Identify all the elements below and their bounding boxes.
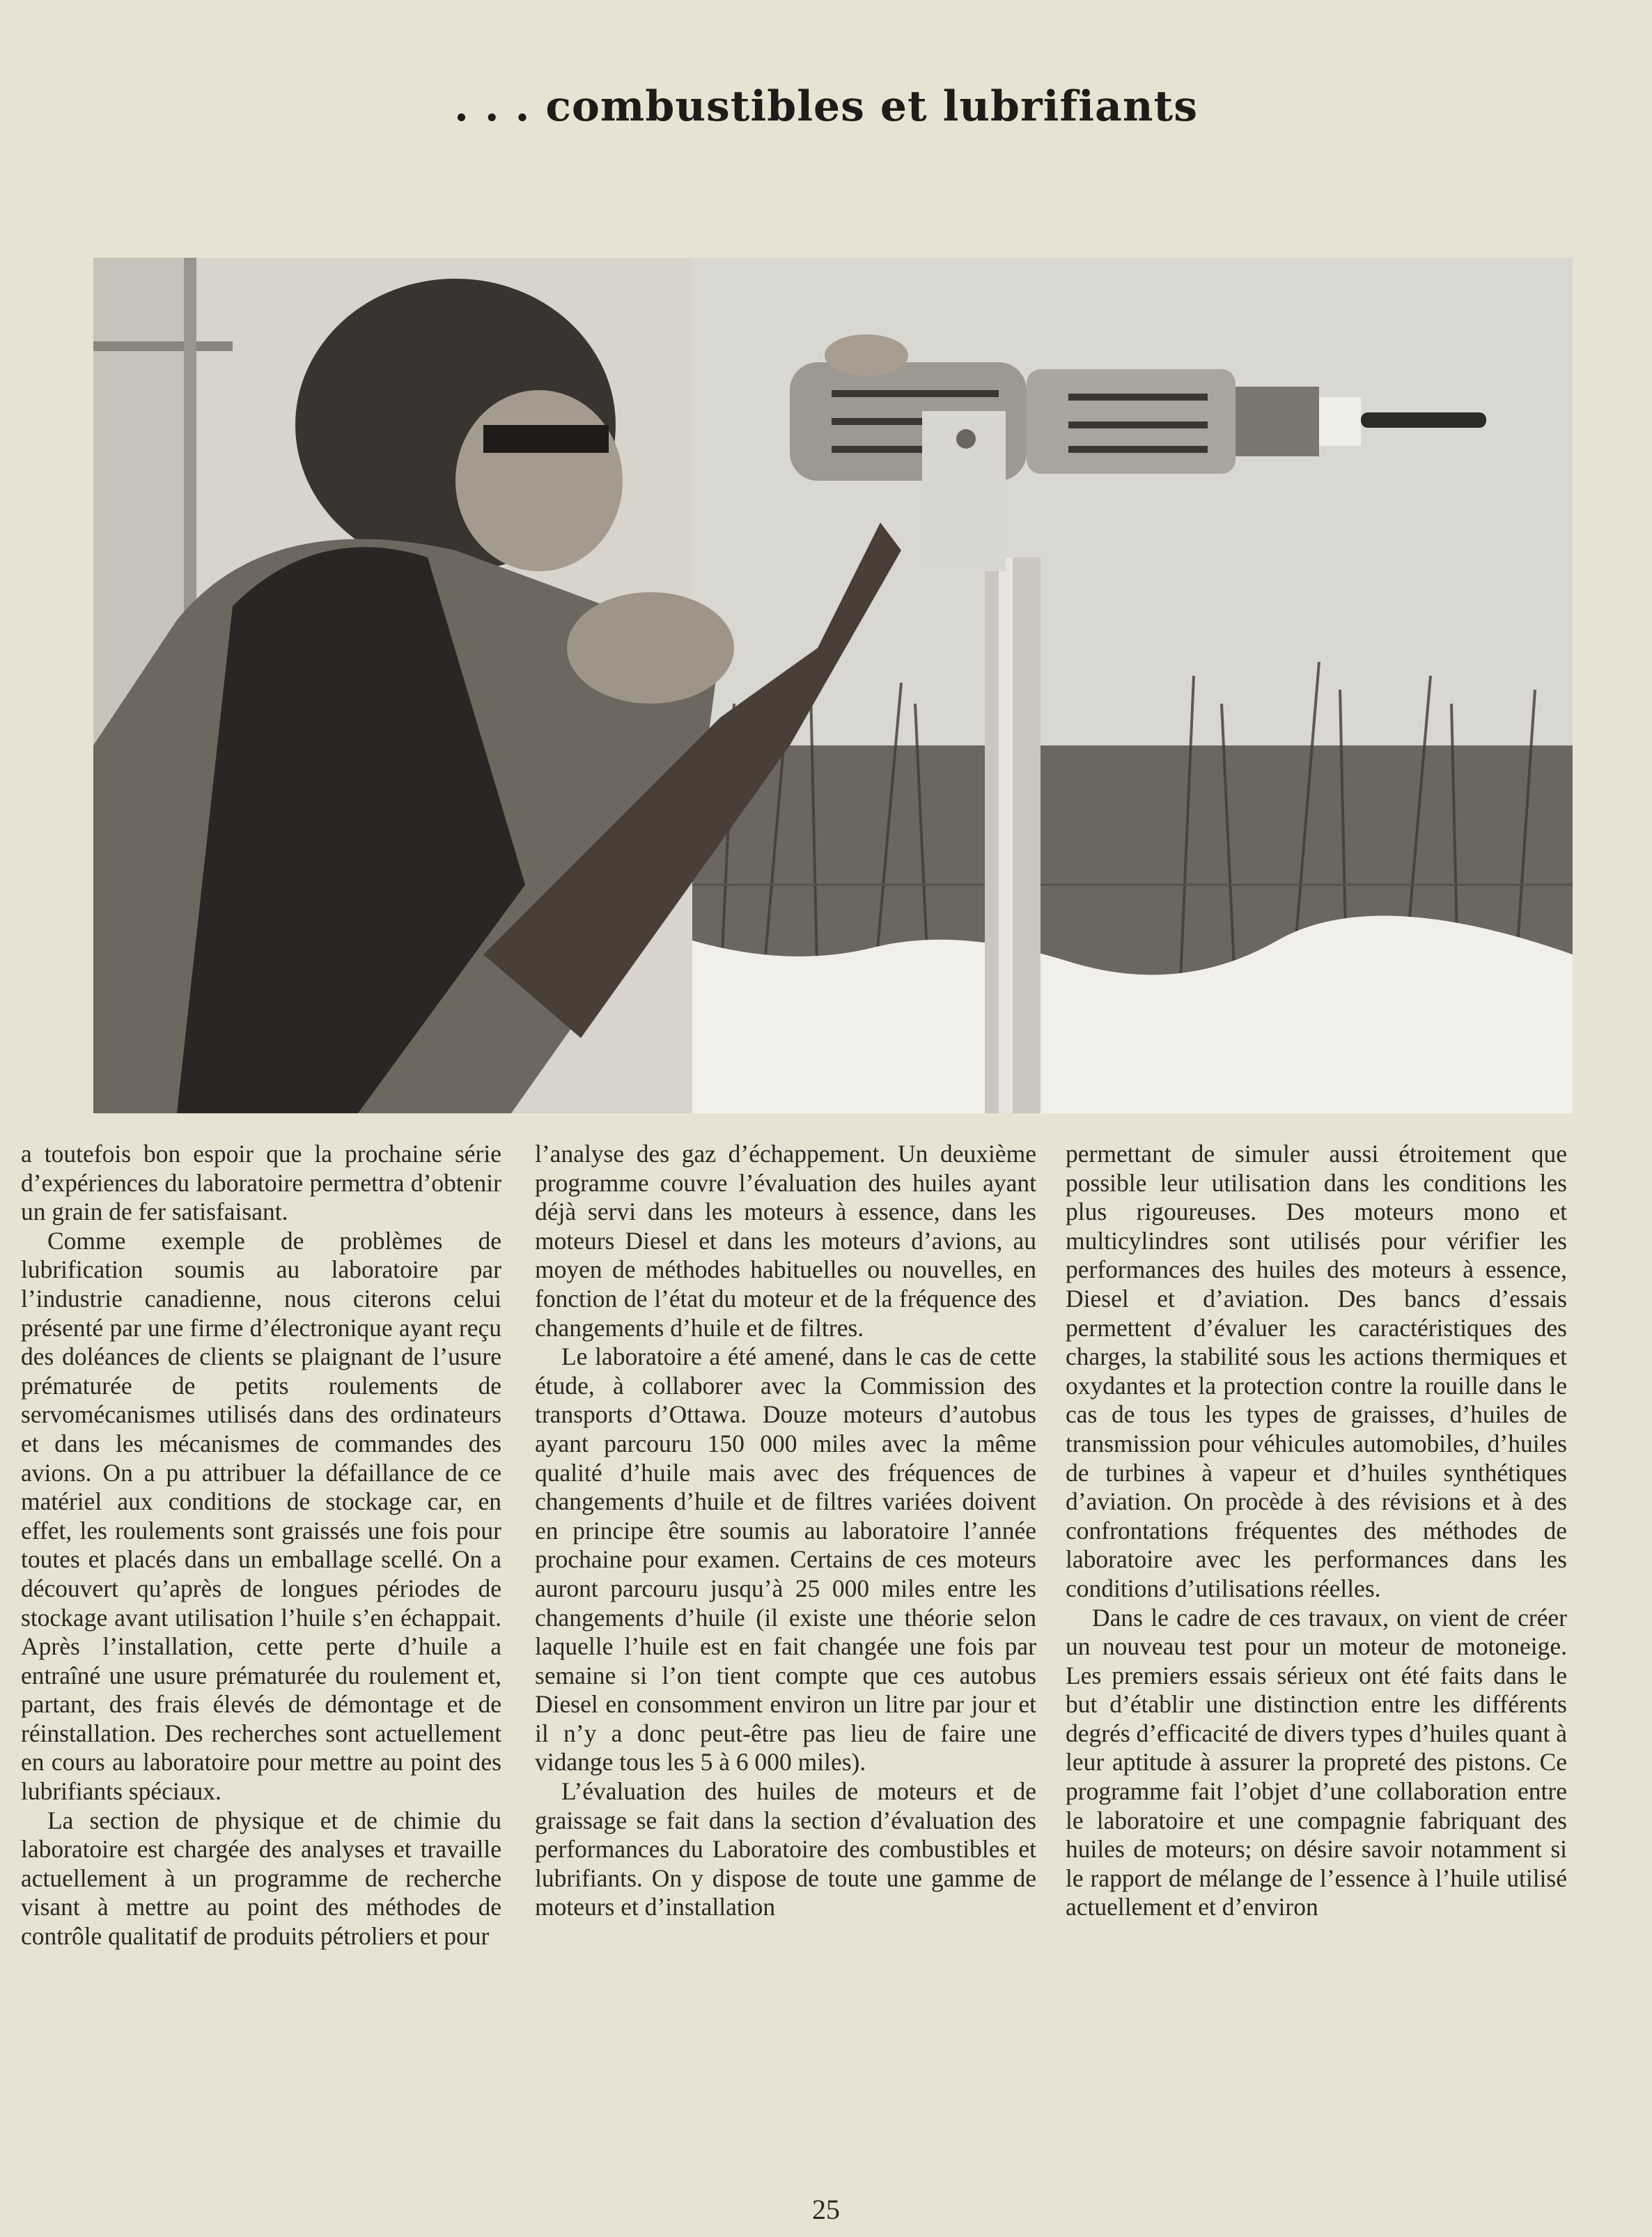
text-column-2 [535, 1140, 1036, 2164]
paragraph: L’évaluation des huiles de moteurs et de graissage se fait dans la section d’évaluation des performances du Laboratoire des combustibles et lubrifiants. On y dispose de toute une gamme de moteurs et d’installation [535, 1777, 1036, 1921]
paragraph: Dans le cadre de ces travaux, on vient de créer un nouveau test pour un moteur de motoneige. Les premiers essais sérieux ont été faits dans le but d’établir une distinction entre les différents degrés d’efficacité de divers types d’huiles quant à leur aptitude à assurer la propreté des pistons. Ce programme fait l’objet d’une collaboration entre le laboratoire et une compagnie fabriquant des huiles de moteurs; on désire savoir notamment si le rapport de mélange de l’essence à l’huile utilisé actuellement et d’environ [1066, 1603, 1567, 1921]
paragraph: a toutefois bon espoir que la prochaine série d’expériences du laboratoire permettra d’obtenir un grain de fer satisfaisant. [21, 1140, 501, 1226]
page-number: 25 [812, 2194, 840, 2225]
text-column-1 [21, 1140, 501, 2164]
photograph [93, 258, 1573, 1113]
text-column-3 [1066, 1140, 1567, 2164]
paragraph: Le laboratoire a été amené, dans le cas de cette étude, à collaborer avec la Commission des transports d’Ottawa. Douze moteurs d’autobus ayant parcouru 150 000 miles avec la même qualité d’huile mais avec des fréquences de changements d’huile et de filtres variées doivent en principe être soumis au laboratoire l’année prochaine pour examen. Certains de ces moteurs auront parcouru jusqu’à 25 000 miles entre les changements d’huile (il existe une théorie selon laquelle l’huile est en fait changée une fois par semaine si l’on tient compte que ces autobus Diesel en consomment environ un litre par jour et il n’y a donc peut-être pas lieu de faire une vidange tous les 5 à 6 000 miles). [535, 1342, 1036, 1777]
photo-person-aiming-rifle-icon [93, 258, 1573, 1113]
paragraph: Comme exemple de problèmes de lubrification soumis au laboratoire par l’industrie canadienne, nous citerons celui présenté par une firme d’électronique ayant reçu des doléances de clients se plaignant de l’usure prématurée de petits roulements de servomécanismes utilisés dans des ordinateurs et dans les mécanismes de commandes des avions. On a pu attribuer la défaillance de ce matériel aux conditions de stockage car, en effet, les roulements sont graissés une fois pour toutes et placés dans un emballage scellé. On a découvert qu’après de longues périodes de stockage avant utilisation l’huile s’en échappait. Après l’installation, cette perte d’huile a entraîné une usure prématurée du roulement et, partant, des frais élevés de démontage et de réinstallation. Des recherches sont actuellement en cours au laboratoire pour mettre au point des lubrifiants spéciaux. [21, 1226, 501, 1806]
paragraph: La section de physique et de chimie du laboratoire est chargée des analyses et travaille actuellement à un programme de recherche visant à mettre au point des méthodes de contrôle qualitatif de produits pétroliers et pour [21, 1806, 501, 1951]
page-title: . . . combustibles et lubrifiants [454, 82, 1198, 131]
paragraph: permettant de simuler aussi étroitement que possible leur utilisation dans les conditions les plus rigoureuses. Des moteurs mono et multicylindres sont utilisés pour vérifier les performances des huiles des moteurs à essence, Diesel et d’aviation. Des bancs d’essais permettent d’évaluer les caractéristiques des charges, la stabilité sous les actions thermiques et oxydantes et la protection contre la rouille dans le cas de tous les types de graisses, d’huiles de transmission pour véhicules automobiles, d’huiles de turbines à vapeur et d’huiles synthétiques d’aviation. On procède à des révisions et à des confrontations fréquentes des méthodes de laboratoire avec les performances dans les conditions d’utilisations réelles. [1066, 1140, 1567, 1602]
paragraph: l’analyse des gaz d’échappement. Un deuxième programme couvre l’évaluation des huiles ayant déjà servi dans les moteurs à essence, dans les moteurs Diesel et dans les moteurs d’avions, au moyen de méthodes habituelles ou nouvelles, en fonction de l’état du moteur et de la fréquence des changements d’huile et de filtres. [535, 1140, 1036, 1342]
